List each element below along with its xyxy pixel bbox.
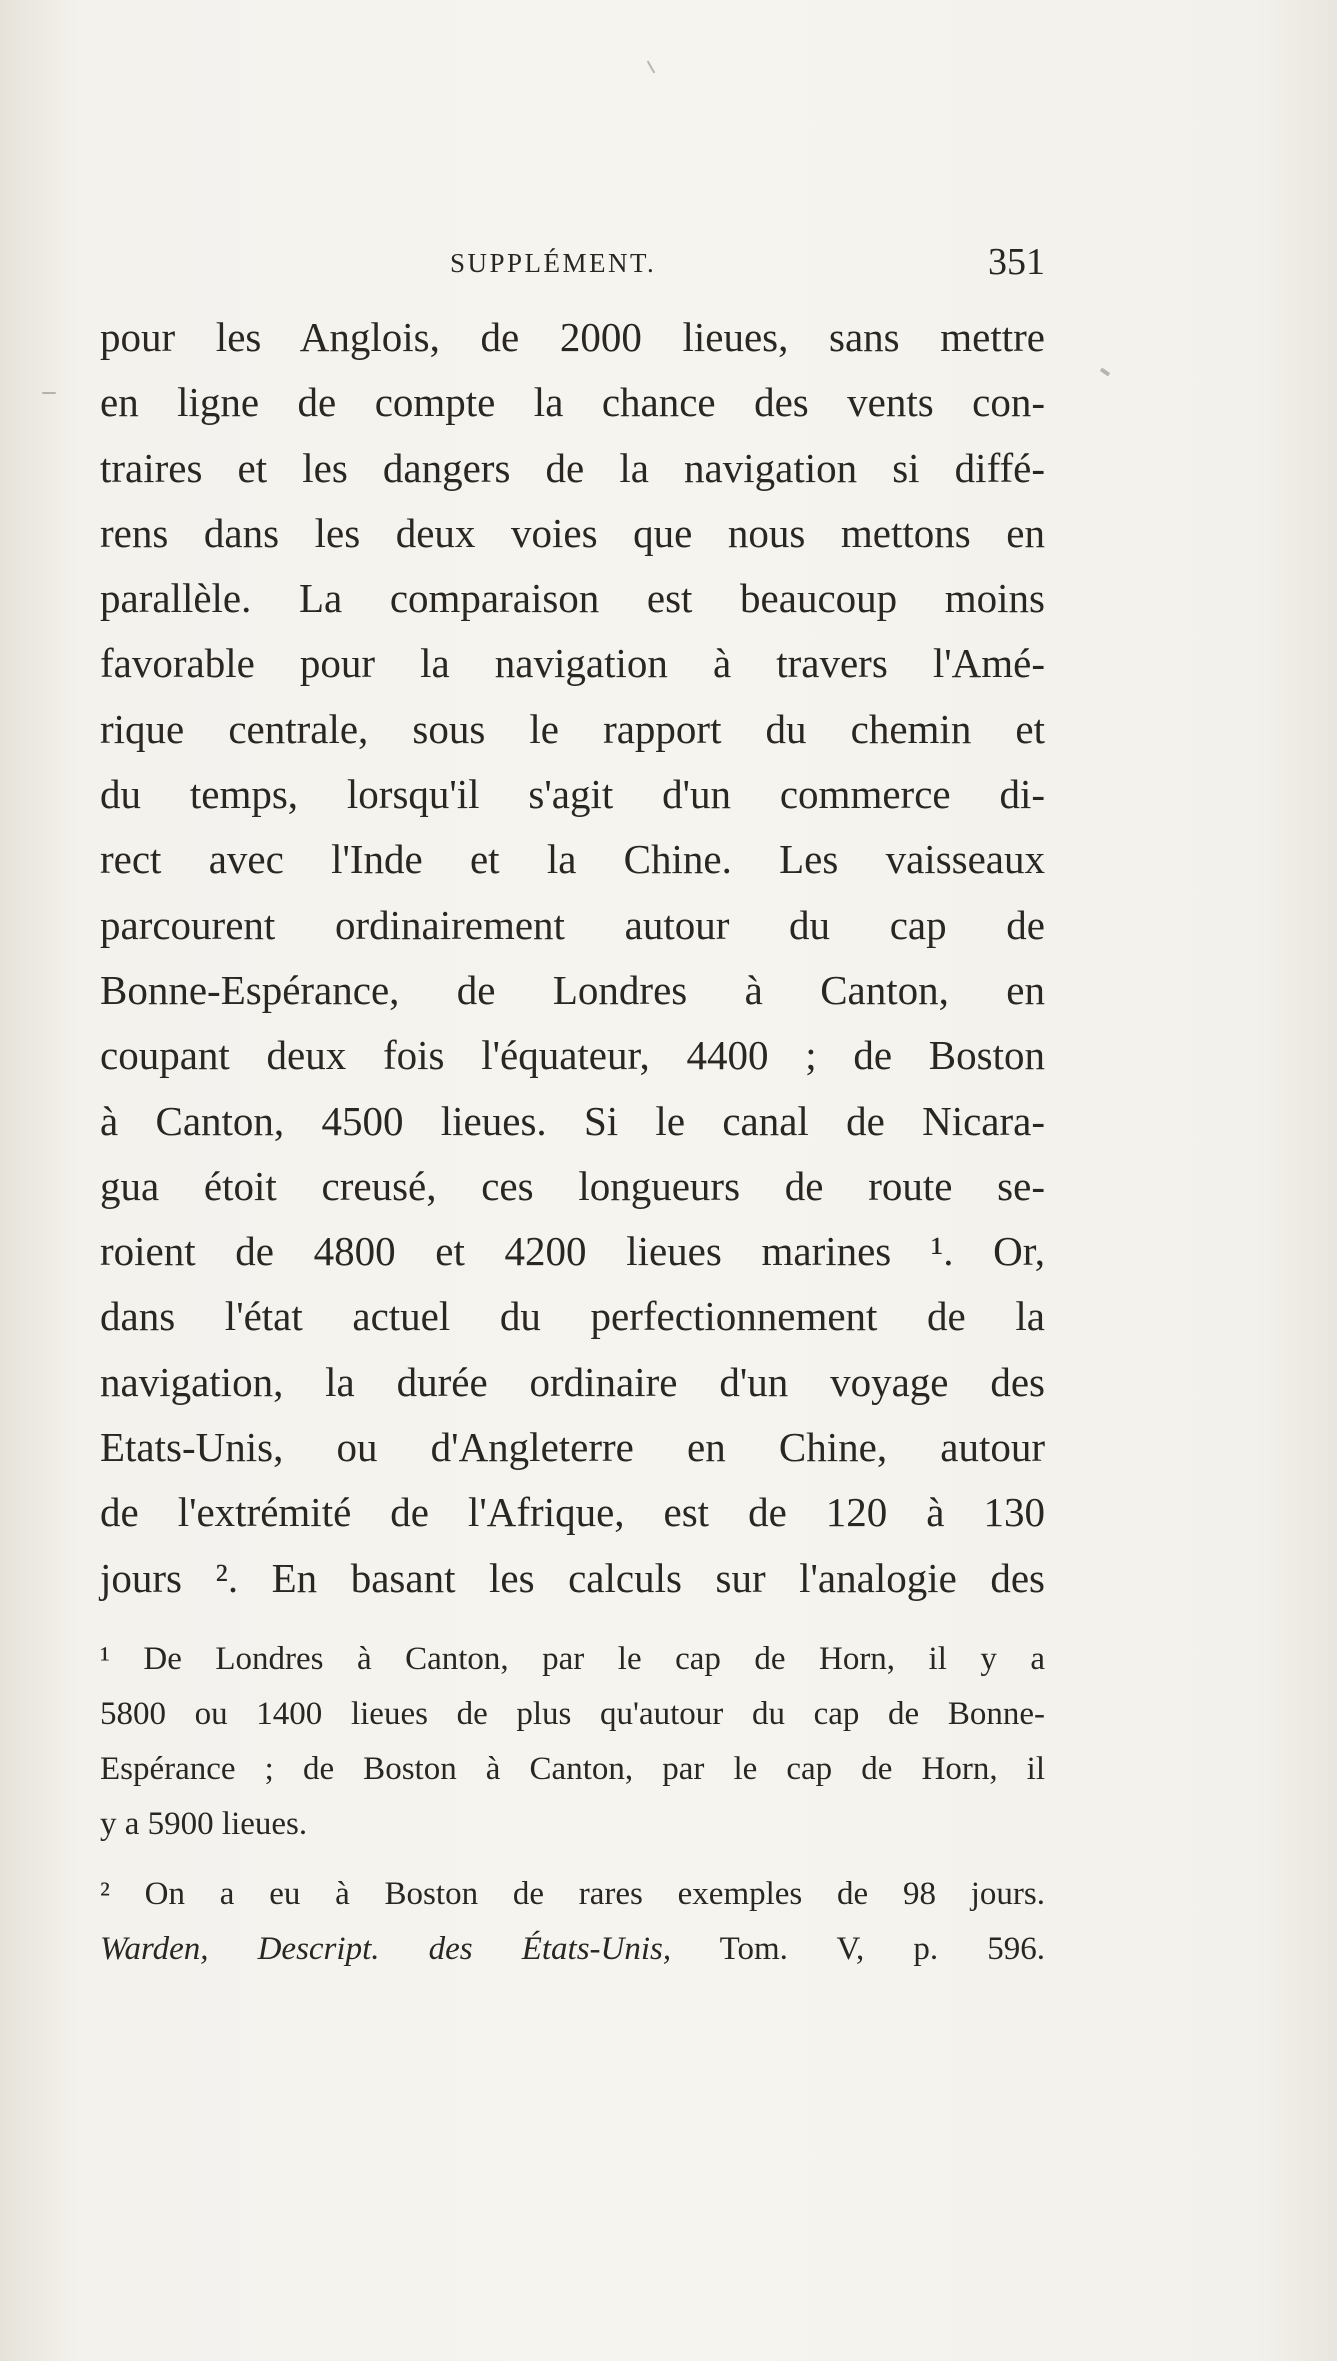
text-line: jours ². En basant les calculs sur l'analogie des xyxy=(100,1554,1045,1601)
text-line: Bonne-Espérance, de Londres à Canton, en xyxy=(100,966,1045,1013)
text-line: gua étoit creusé, ces longueurs de route se- xyxy=(100,1162,1045,1209)
footnotes xyxy=(100,1632,1045,1977)
running-head: SUPPLÉMENT. xyxy=(450,248,657,278)
text-line: coupant deux fois l'équateur, 4400 ; de Boston xyxy=(100,1032,1045,1079)
page-number: 351 xyxy=(988,241,1045,283)
citation-reference: Tom. V, p. 596. xyxy=(719,1931,1046,1967)
text-line: parallèle. La comparaison est beaucoup moins xyxy=(100,575,1045,622)
text-line: de l'extrémité de l'Afrique, est de 120 à 130 xyxy=(100,1489,1045,1536)
citation-title: Warden, Descript. des États-Unis, xyxy=(100,1931,672,1967)
text-line: favorable pour la navigation à travers l'Amé- xyxy=(100,640,1045,687)
page-header xyxy=(100,240,1045,300)
footnote-line: y a 5900 lieues. xyxy=(100,1806,308,1842)
main-text xyxy=(100,305,1045,1611)
text-line: rique centrale, sous le rapport du chemin et xyxy=(100,705,1045,752)
footnote-line: ¹ De Londres à Canton, par le cap de Horn, il y a xyxy=(100,1641,1045,1677)
stray-mark xyxy=(647,60,656,73)
text-line: navigation, la durée ordinaire d'un voyage des xyxy=(100,1358,1045,1405)
text-line: à Canton, 4500 lieues. Si le canal de Nicara- xyxy=(100,1097,1045,1144)
text-line: du temps, lorsqu'il s'agit d'un commerce di- xyxy=(100,771,1045,818)
text-line: parcourent ordinairement autour du cap de xyxy=(100,901,1045,948)
text-line: Etats-Unis, ou d'Angleterre en Chine, autour xyxy=(100,1424,1045,1471)
text-line: dans l'état actuel du perfectionnement de la xyxy=(100,1293,1045,1340)
stray-mark xyxy=(42,392,56,394)
text-line: rens dans les deux voies que nous mettons en xyxy=(100,509,1045,556)
text-line: en ligne de compte la chance des vents con- xyxy=(100,379,1045,426)
footnote-citation-line xyxy=(100,1922,1045,1977)
text-line: pour les Anglois, de 2000 lieues, sans mettre xyxy=(100,314,1045,360)
text-line: traires et les dangers de la navigation si diffé- xyxy=(100,444,1045,491)
footnote-gap xyxy=(100,1852,1045,1867)
footnote-line: 5800 ou 1400 lieues de plus qu'autour du cap de Bonne- xyxy=(100,1696,1045,1732)
stray-mark xyxy=(1100,367,1110,376)
footnote-line: Espérance ; de Boston à Canton, par le cap de Horn, il xyxy=(100,1751,1045,1787)
footnote-line: ² On a eu à Boston de rares exemples de 98 jours. xyxy=(100,1876,1045,1912)
text-line: rect avec l'Inde et la Chine. Les vaisseaux xyxy=(100,836,1045,883)
text-line: roient de 4800 et 4200 lieues marines ¹. Or, xyxy=(100,1228,1045,1275)
